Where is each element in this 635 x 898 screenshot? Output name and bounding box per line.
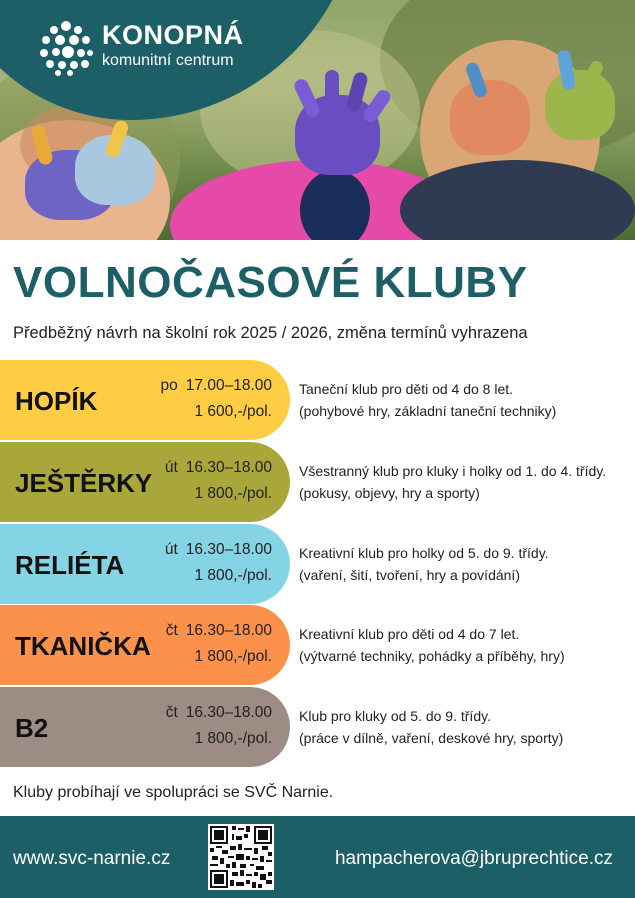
- club-description: [299, 542, 549, 586]
- club-description-line: (pokusy, objevy, hry a sporty): [299, 485, 480, 501]
- club-time: [166, 622, 272, 640]
- club-price: 1 600,-/pol.: [194, 403, 272, 420]
- club-day: út: [164, 459, 178, 476]
- club-description: [299, 705, 563, 749]
- club-description-line: Klub pro kluky od 5. do 9. třídy.: [299, 708, 491, 724]
- club-day: út: [164, 541, 178, 558]
- club-day: čt: [165, 622, 178, 639]
- club-card: [0, 442, 290, 522]
- club-hours: 16.30–18.00: [185, 541, 272, 558]
- logo-title: KONOPNÁ: [102, 20, 244, 50]
- club-card: [0, 360, 290, 440]
- club-description-line: Taneční klub pro děti od 4 do 8 let.: [299, 381, 514, 397]
- club-card: [0, 605, 290, 685]
- club-description-line: (výtvarné techniky, pohádky a příběhy, hry): [299, 648, 565, 664]
- club-description-line: (pohybové hry, základní taneční techniky): [299, 403, 557, 419]
- website-link[interactable]: www.svc-narnie.cz: [13, 848, 171, 869]
- club-time: [165, 459, 272, 477]
- logo-subtitle: komunitní centrum: [102, 52, 234, 69]
- qr-code-icon: [208, 824, 274, 890]
- club-card: [0, 524, 290, 604]
- club-hours: 16.30–18.00: [185, 704, 272, 721]
- club-name: RELIÉTA: [15, 550, 125, 580]
- email-link[interactable]: hampacherova@jbruprechtice.cz: [334, 848, 613, 869]
- club-price: 1 800,-/pol.: [194, 485, 272, 502]
- club-price: 1 800,-/pol.: [194, 648, 272, 665]
- club-description-line: Kreativní klub pro holky od 5. do 9. třídy.: [299, 545, 549, 561]
- club-description: [299, 460, 606, 504]
- club-description-line: (práce v dílně, vaření, deskové hry, sporty): [299, 730, 564, 746]
- club-time: [166, 704, 272, 722]
- club-price: 1 800,-/pol.: [194, 567, 272, 584]
- club-name: JEŠTĚRKY: [15, 468, 153, 498]
- club-time: [165, 541, 272, 559]
- club-description-line: Kreativní klub pro děti od 4 do 7 let.: [299, 626, 520, 642]
- club-day: po: [160, 377, 178, 394]
- club-description-line: (vaření, šití, tvoření, hry a povídání): [299, 567, 520, 583]
- page-title: VOLNOČASOVÉ KLUBY: [13, 258, 528, 307]
- club-hours: 17.00–18.00: [185, 377, 272, 394]
- club-hours: 16.30–18.00: [185, 459, 272, 476]
- footnote: Kluby probíhají ve spolupráci se SVČ Narnie.: [13, 784, 334, 801]
- club-name: HOPÍK: [15, 386, 98, 416]
- club-hours: 16.30–18.00: [185, 622, 272, 639]
- club-price: 1 800,-/pol.: [194, 730, 272, 747]
- club-description: [299, 378, 556, 422]
- footer: [0, 816, 635, 898]
- club-card: [0, 687, 290, 767]
- logo-dots-icon: [38, 20, 94, 76]
- club-time: [161, 377, 272, 395]
- club-description-line: Všestranný klub pro kluky i holky od 1. do 4. třídy.: [299, 463, 607, 479]
- club-name: TKANIČKA: [15, 631, 151, 661]
- club-day: čt: [165, 704, 178, 721]
- page-subtitle: Předběžný návrh na školní rok 2025 / 2026, změna termínů vyhrazena: [13, 324, 528, 342]
- club-name: B2: [15, 713, 49, 743]
- club-description: [299, 623, 565, 667]
